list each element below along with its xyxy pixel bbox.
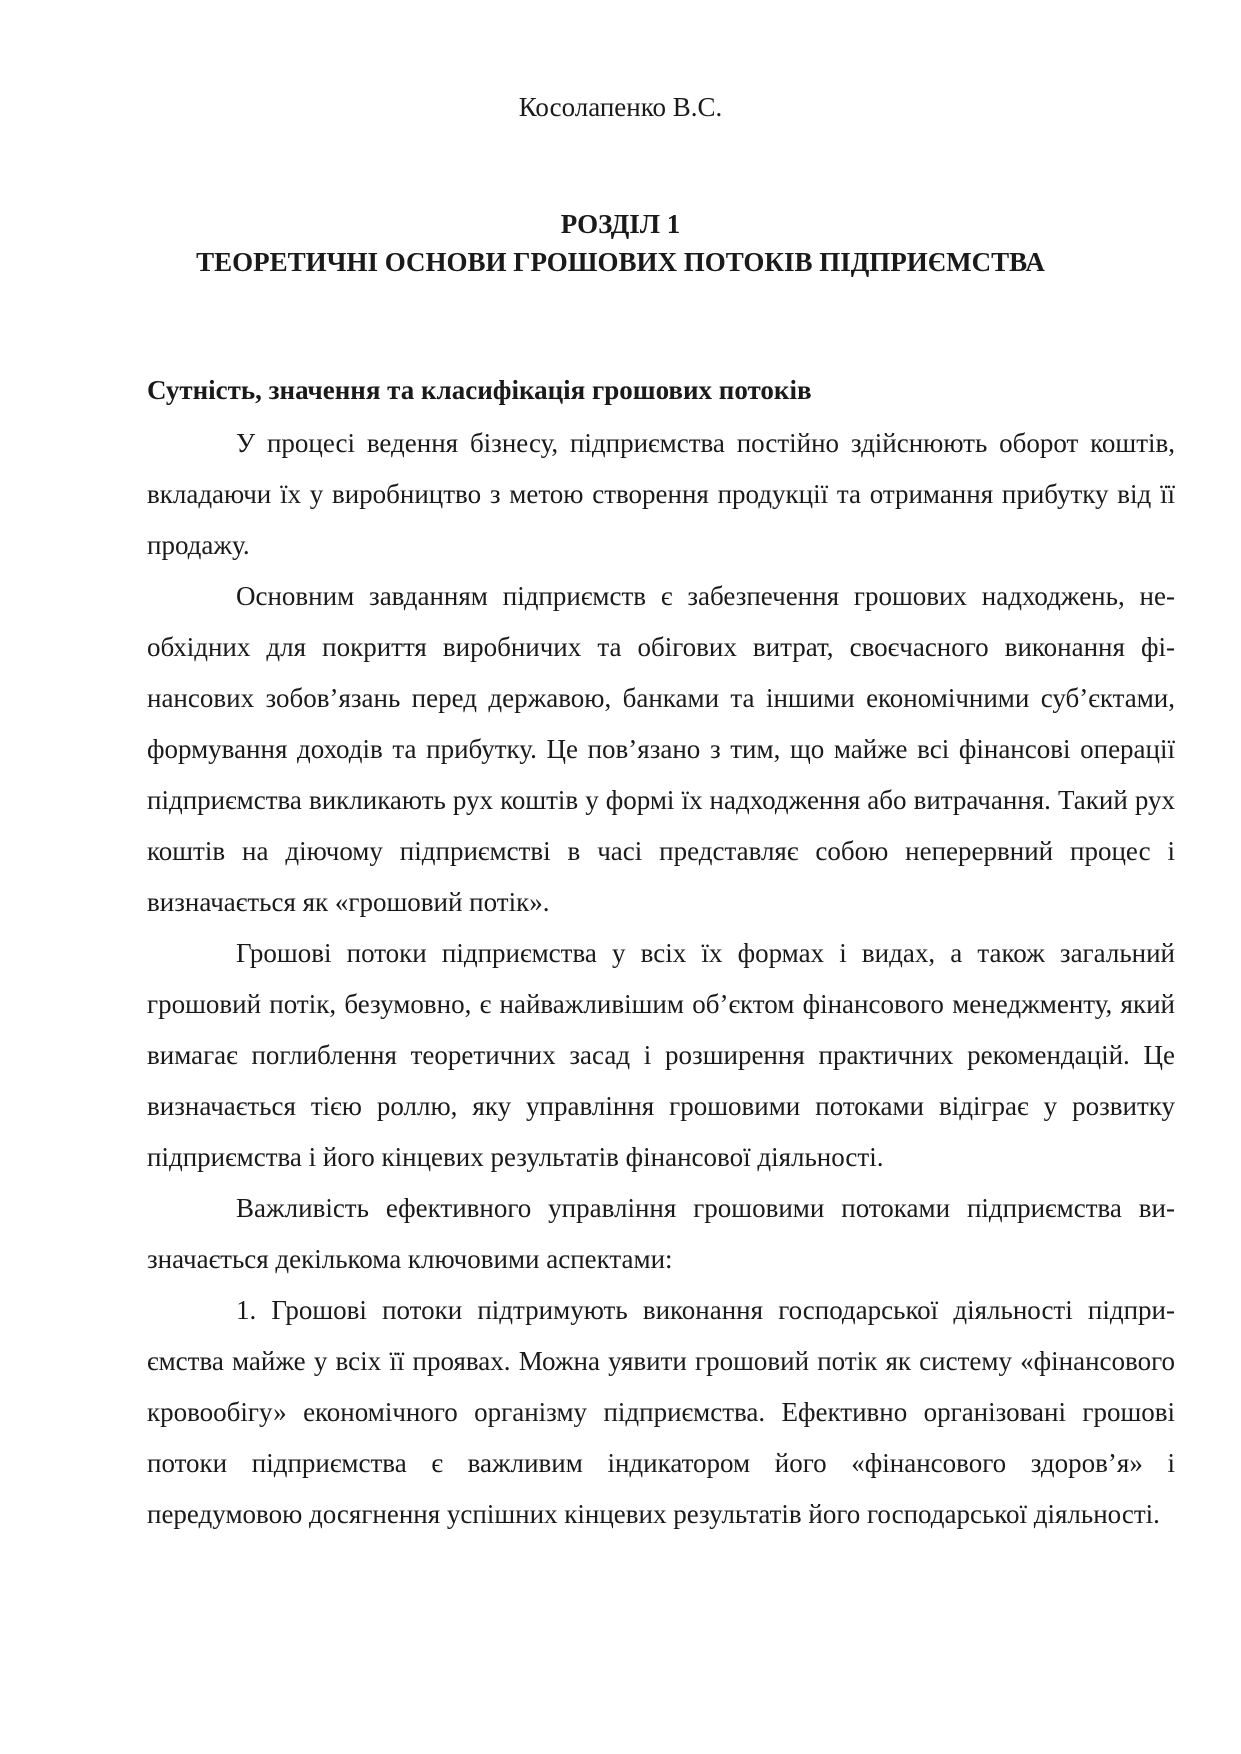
chapter-title: ТЕОРЕТИЧНІ ОСНОВИ ГРОШОВИХ ПОТОКІВ ПІДПРИЄМСТВА	[196, 247, 1045, 277]
paragraph: У процесі ведення бізнесу, підприємства постійно здійснюють оборот коштів, вкладаючи їх у виробництво з метою створення продукції та отримання прибутку від її продажу.	[147, 428, 1175, 560]
paragraph: Важливість ефективного управління грошовими потоками підприємства визначається декількома ключовими аспектами:	[147, 1193, 1175, 1274]
paragraph: Грошові потоки підприємства у всіх їх формах і видах, а також загальний грошовий потік, безумовно, є найважливішим об’єктом фінансового менеджменту, який вимагає поглиблення теоретичних засад і розширення практичних рекомендацій. Це визначається тією роллю, яку управління грошовими потоками відіграє у розвитку підприємства і його кінцевих результатів фінансової діяльності.	[147, 938, 1175, 1172]
paragraph: 1. Грошові потоки підтримують виконання господарської діяльності підприємства майже у всіх її проявах. Можна уявити грошовий потік як систему «фінансового кровообігу» економічного організму підприємства. Ефективно організовані грошові потоки підприємства є важливим індикатором його «фінансового здоров’я» і передумовою досягнення успішних кінцевих результатів його господарської діяльності.	[147, 1295, 1175, 1529]
paragraph: Основним завданням підприємств є забезпечення грошових надходжень, необхідних для покриття виробничих та обігових витрат, своєчасного виконання фінансових зобов’язань перед державою, банками та іншими економічними суб’єктами, формування доходів та прибутку. Це пов’язано з тим, що майже всі фінансові операції підприємства викликають рух коштів у формі їх надходження або витрачання. Такий рух коштів на діючому підприємстві в часі представляє собою неперервний процес і визначається як «грошовий потік».	[147, 581, 1175, 917]
section-title: Сутність, значення та класифікація грошових потоків	[147, 375, 812, 405]
body-text	[147, 418, 1175, 1540]
chapter-number: РОЗДІЛ 1	[560, 209, 681, 239]
chapter-heading	[0, 205, 1241, 281]
author-name: Косолапенко В.С.	[518, 92, 723, 122]
